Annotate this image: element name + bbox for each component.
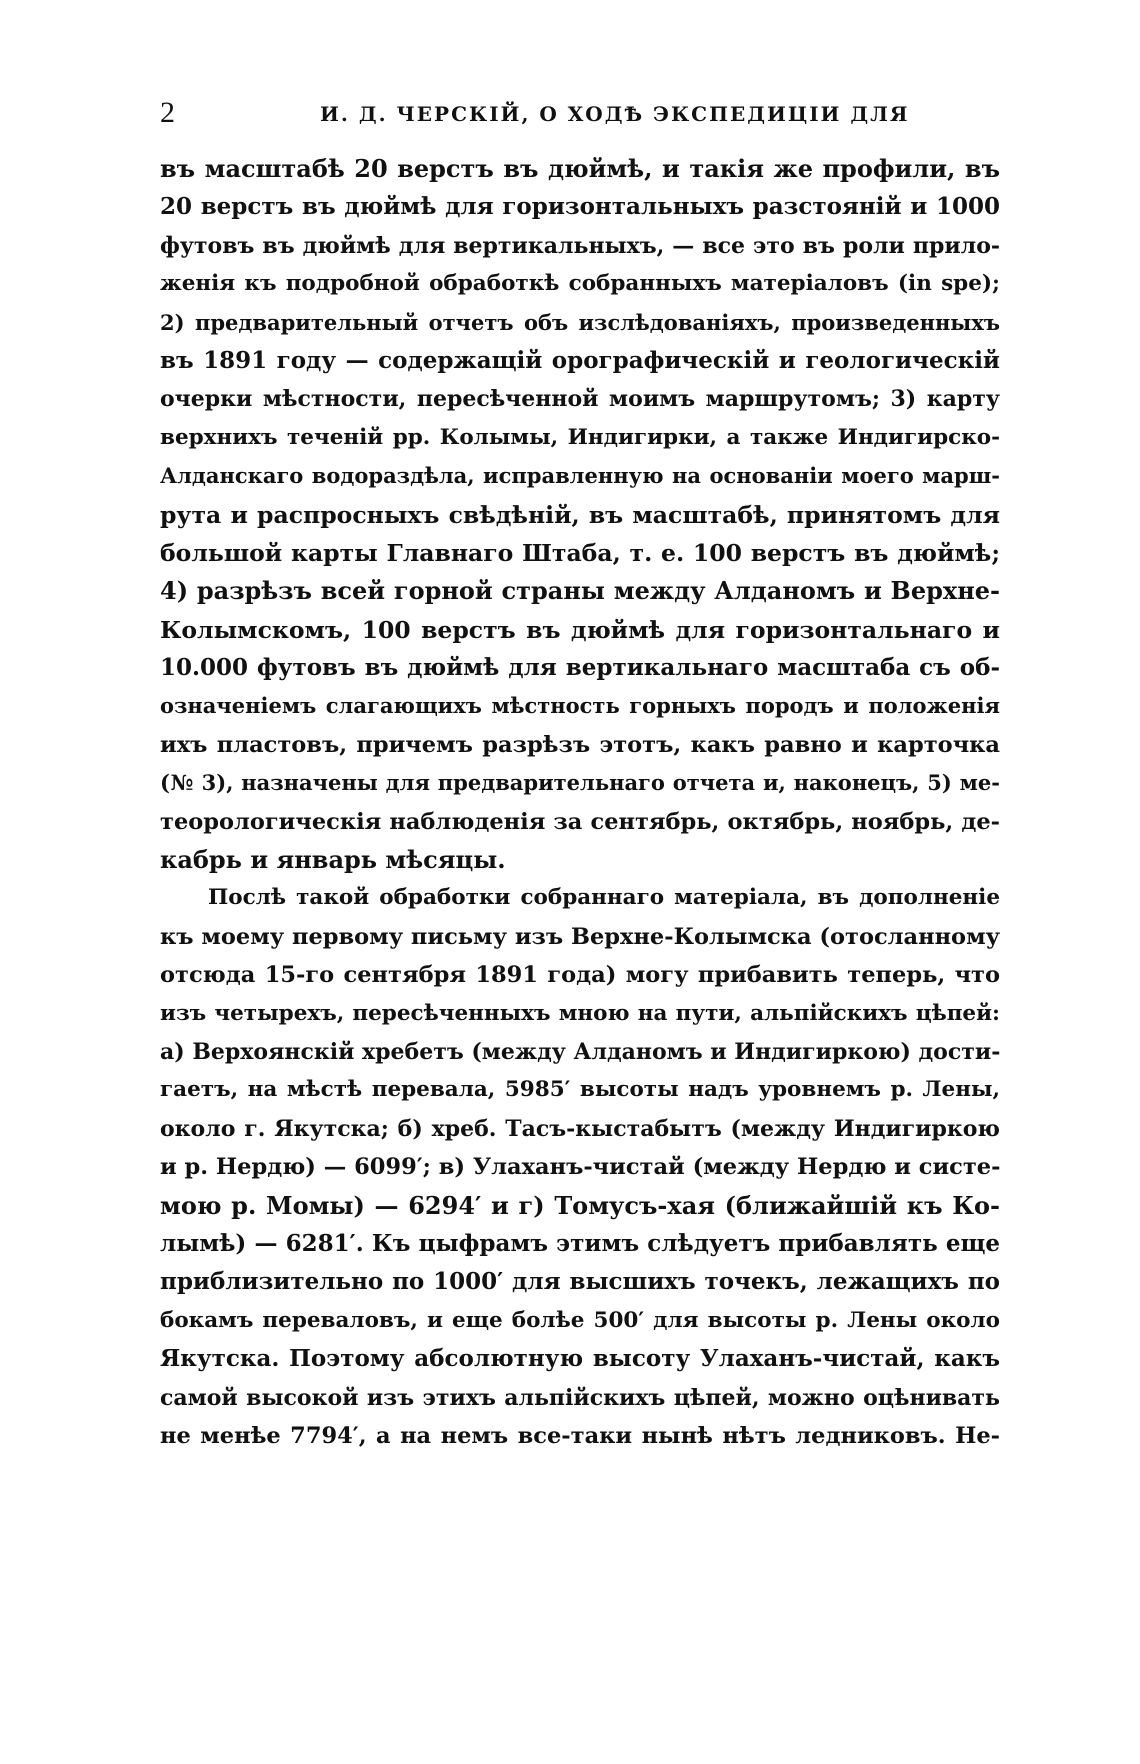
text-line: верхнихъ теченій рр. Колымы, Индигирки, а также Индигирско- xyxy=(160,424,1000,450)
page-number: 2 xyxy=(160,96,175,129)
text-line: изъ четырехъ, пересѣченныхъ мною на пути, альпійскихъ цѣпей: xyxy=(160,1000,1000,1026)
text-line: Якутска. Поэтому абсолютную высоту Улаханъ-чистай, какъ xyxy=(160,1345,1000,1373)
page-header xyxy=(160,96,1000,136)
text-line: кабрь и январь мѣсяцы. xyxy=(160,845,506,875)
text-line: 4) разрѣзъ всей горной страны между Алданомъ и Верхне- xyxy=(160,576,1000,606)
text-line: Послѣ такой обработки собраннаго матеріала, въ дополненіе xyxy=(208,885,1000,911)
text-line: лымѣ) — 6281′. Къ цыфрамъ этимъ слѣдуетъ прибавлять еще xyxy=(160,1229,1000,1257)
text-line: теорологическія наблюденія за сентябрь, октябрь, ноябрь, де- xyxy=(160,808,1000,835)
text-line: 20 верстъ въ дюймѣ для горизонтальныхъ разстояній и 1000 xyxy=(160,193,1000,221)
text-line: къ моему первому письму изъ Верхне-Колымска (отосланному xyxy=(160,923,1001,950)
text-line: не менѣе 7794′, а на немъ все-таки нынѣ нѣтъ ледниковъ. Не- xyxy=(160,1422,1000,1449)
text-line: (№ 3), назначены для предварительнаго отчета и, наконецъ, 5) ме- xyxy=(160,770,1000,796)
text-line: означеніемъ слагающихъ мѣстность горныхъ породъ и положенія xyxy=(160,693,1000,719)
text-line: въ масштабѣ 20 верстъ въ дюймѣ, и такія же профили, въ xyxy=(160,154,1000,183)
text-line: приблизительно по 1000′ для высшихъ точекъ, лежащихъ по xyxy=(160,1268,1000,1296)
paragraph-2 xyxy=(160,879,1000,1455)
text-line: самой высокой изъ этихъ альпійскихъ цѣпей, можно оцѣнивать xyxy=(160,1384,1000,1411)
text-line: футовъ въ дюймѣ для вертикальныхъ, — все это въ роли прило- xyxy=(160,232,1000,259)
body-text xyxy=(160,150,1000,1455)
text-line: рута и распросныхъ свѣдѣній, въ масштабѣ, принятомъ для xyxy=(160,500,1000,529)
text-line: 10.000 футовъ въ дюймѣ для вертикальнаго масштаба съ об- xyxy=(160,654,1000,682)
text-line: бокамъ переваловъ, и еще болѣе 500′ для высоты р. Лены около xyxy=(160,1307,1000,1333)
paragraph-1 xyxy=(160,150,1000,879)
text-line: около г. Якутска; б) хреб. Тасъ-кыстабытъ (между Индигиркою xyxy=(160,1115,1000,1142)
text-line: 2) предварительный отчетъ объ изслѣдованіяхъ, произведенныхъ xyxy=(160,309,1000,335)
text-line: отсюда 15-го сентября 1891 года) могу прибавить теперь, что xyxy=(160,962,1000,989)
text-line: гаетъ, на мѣстѣ перевала, 5985′ высоты надъ уровнемъ р. Лены, xyxy=(160,1077,1000,1103)
text-line: а) Верхоянскій хребетъ (между Алданомъ и Индигиркою) дости- xyxy=(160,1038,1001,1065)
text-line: ихъ пластовъ, причемъ разрѣзъ этотъ, какъ равно и карточка xyxy=(160,731,1000,758)
running-title: И. Д. ЧЕРСКІЙ, О ХОДѢ ЭКСПЕДИЦІИ ДЛЯ xyxy=(320,102,910,126)
text-line: въ 1891 году — содержащій орографическій и геологическій xyxy=(160,346,1000,374)
text-line: мою р. Момы) — 6294′ и г) Томусъ-хая (ближайшій къ Ко- xyxy=(160,1190,1000,1220)
text-line: женія къ подробной обработкѣ собранныхъ матеріаловъ (in spe); xyxy=(160,271,1000,297)
text-line: Алданскаго водораздѣла, исправленную на основаніи моего марш- xyxy=(160,463,1000,489)
text-line: Колымскомъ, 100 верстъ въ дюймѣ для горизонтальнаго и xyxy=(160,615,1000,644)
text-line: и р. Нердю) — 6099′; в) Улаханъ-чистай (между Нердю и систе- xyxy=(160,1154,1001,1181)
text-line: большой карты Главнаго Штаба, т. е. 100 верстъ въ дюймѣ; xyxy=(160,538,1000,567)
text-line: очерки мѣстности, пересѣченной моимъ маршрутомъ; 3) карту xyxy=(160,386,1000,413)
